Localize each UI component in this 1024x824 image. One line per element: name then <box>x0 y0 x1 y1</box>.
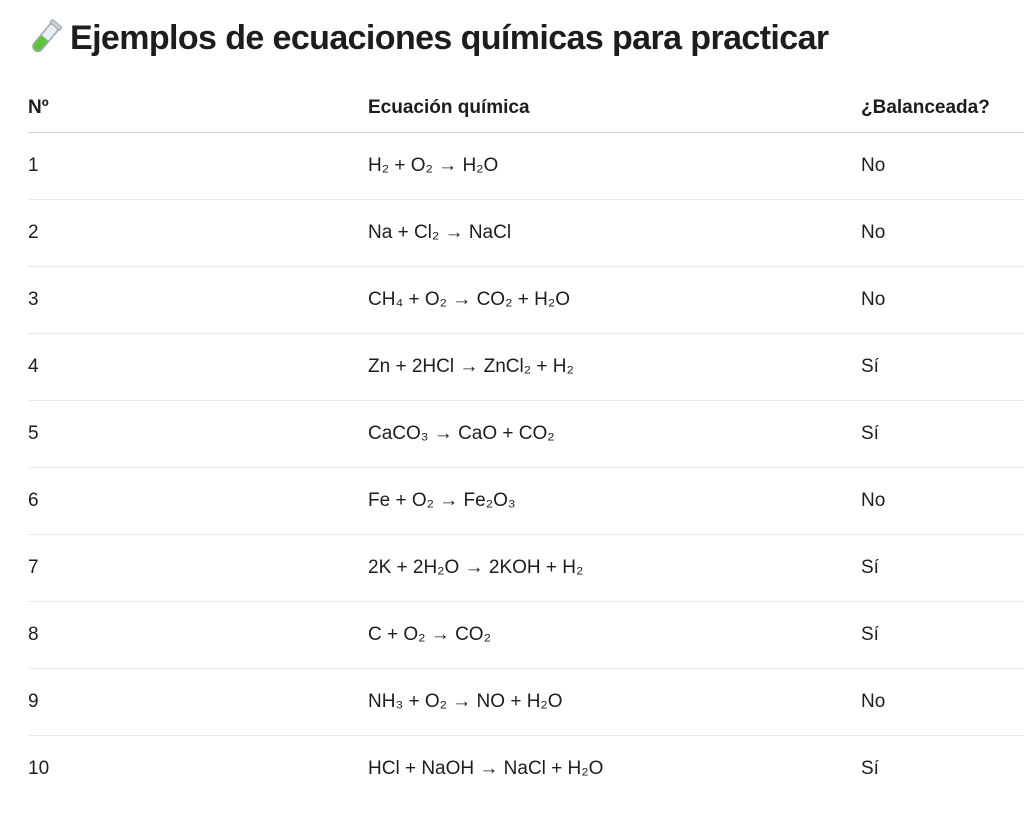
cell-number: 4 <box>28 356 39 377</box>
header-number: Nº <box>28 97 49 118</box>
table-row <box>28 334 1024 401</box>
cell-equation: Na + Cl₂ → NaCl <box>368 222 512 243</box>
cell-equation: C + O₂ → CO₂ <box>368 624 491 645</box>
cell-equation: Fe + O₂ → Fe₂O₃ <box>368 490 516 511</box>
table-row <box>28 736 1024 802</box>
cell-balanced: No <box>861 222 886 243</box>
cell-balanced: No <box>861 155 886 176</box>
cell-number: 8 <box>28 624 39 645</box>
cell-equation: H₂ + O₂ → H₂O <box>368 155 499 176</box>
page-title-text: Ejemplos de ecuaciones químicas para practicar <box>70 18 829 57</box>
cell-balanced: Sí <box>861 557 879 578</box>
table-row <box>28 468 1024 535</box>
page-title <box>28 14 829 62</box>
cell-equation: HCl + NaOH → NaCl + H₂O <box>368 758 604 779</box>
equations-table <box>28 84 1024 802</box>
cell-number: 6 <box>28 490 39 511</box>
test-tube-icon <box>28 18 62 58</box>
cell-equation: 2K + 2H₂O → 2KOH + H₂ <box>368 557 584 578</box>
cell-balanced: No <box>861 691 886 712</box>
cell-equation: CH₄ + O₂ → CO₂ + H₂O <box>368 289 570 310</box>
table-row <box>28 133 1024 200</box>
cell-balanced: Sí <box>861 758 879 779</box>
cell-balanced: No <box>861 490 886 511</box>
cell-balanced: No <box>861 289 886 310</box>
cell-balanced: Sí <box>861 624 879 645</box>
header-equation: Ecuación química <box>368 97 530 118</box>
table-row <box>28 535 1024 602</box>
cell-balanced: Sí <box>861 356 879 377</box>
cell-number: 10 <box>28 758 50 779</box>
table-header <box>28 84 1024 133</box>
cell-equation: Zn + 2HCl → ZnCl₂ + H₂ <box>368 356 574 377</box>
cell-number: 2 <box>28 222 39 243</box>
cell-number: 9 <box>28 691 39 712</box>
cell-number: 5 <box>28 423 39 444</box>
header-balanced: ¿Balanceada? <box>861 97 990 118</box>
cell-number: 1 <box>28 155 39 176</box>
cell-equation: CaCO₃ → CaO + CO₂ <box>368 423 555 444</box>
table-row <box>28 401 1024 468</box>
cell-equation: NH₃ + O₂ → NO + H₂O <box>368 691 563 712</box>
table-row <box>28 267 1024 334</box>
cell-number: 3 <box>28 289 39 310</box>
table-row <box>28 602 1024 669</box>
table-row <box>28 669 1024 736</box>
table-row <box>28 200 1024 267</box>
cell-number: 7 <box>28 557 39 578</box>
cell-balanced: Sí <box>861 423 879 444</box>
